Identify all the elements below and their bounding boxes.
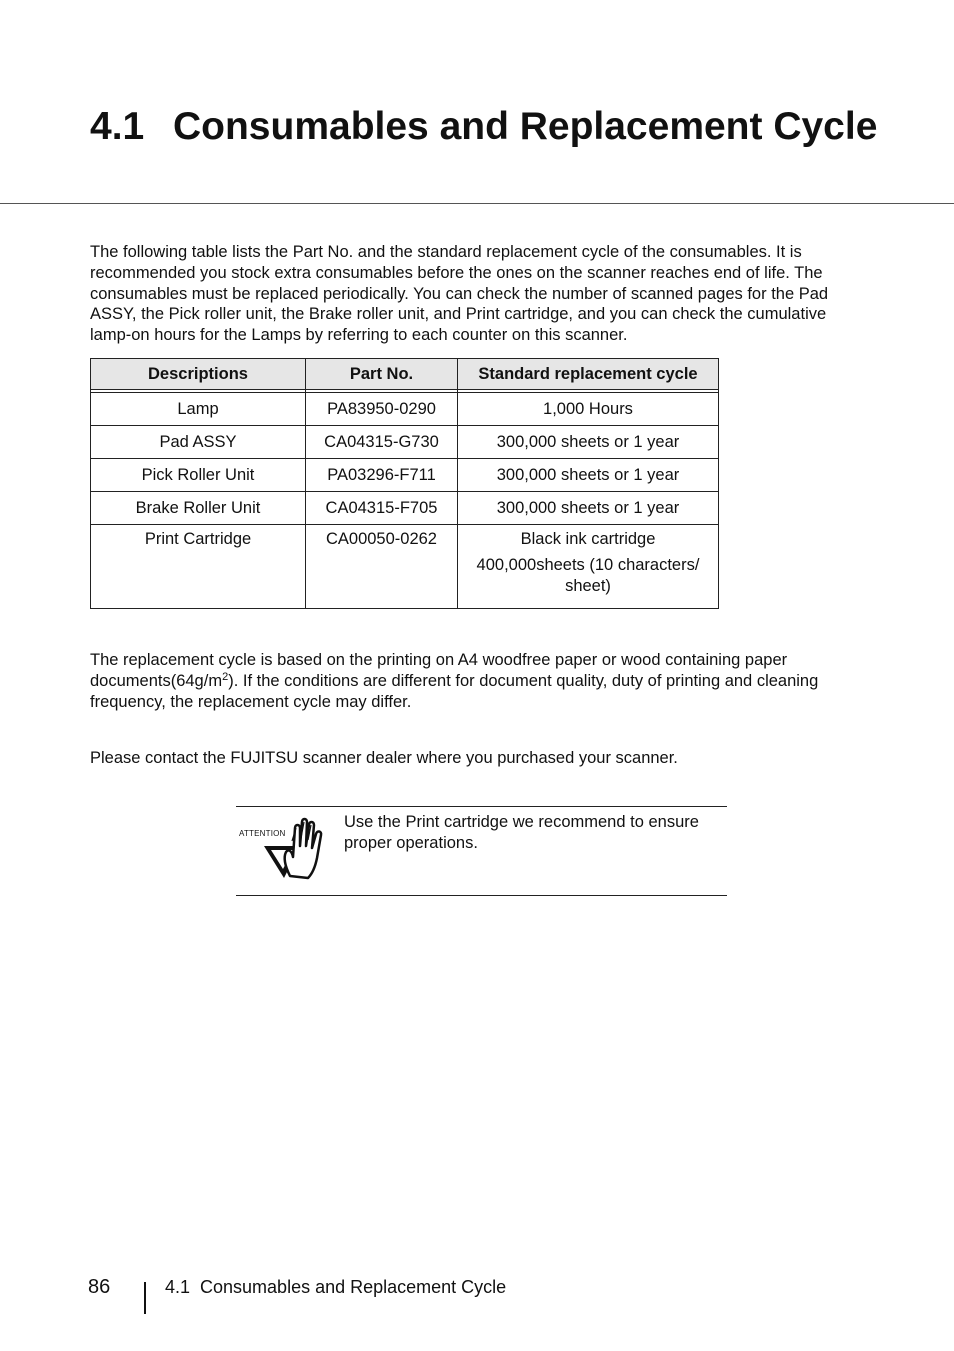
cell-description: Pad ASSY xyxy=(91,426,306,459)
header-cycle: Standard replacement cycle xyxy=(458,359,719,390)
note-text-1: The replacement cycle is based on the printing on A4 woodfree paper or wood containing paper documents(64g/m xyxy=(90,651,788,690)
cell-cycle: 300,000 sheets or 1 year xyxy=(458,426,719,459)
table-row xyxy=(91,459,719,492)
table-header-row xyxy=(91,359,719,390)
table-row xyxy=(91,525,719,609)
cell-description: Lamp xyxy=(91,393,306,426)
section-title: Consumables and Replacement Cycle xyxy=(173,105,878,148)
footer-section-title: 4.1 Consumables and Replacement Cycle xyxy=(165,1277,507,1297)
intro-paragraph: The following table lists the Part No. and the standard replacement cycle of the consumables. It is recommended you stock extra consumables before the ones on the scanner reaches end of life. The consumables must be replaced periodically. You can check the number of scanned pages for the Pad ASSY, the Pick roller unit, the Brake roller unit, and Print cartridge, and you can check the cumulative lamp-on hours for the Lamps by referring to each counter on this scanner. xyxy=(90,243,829,345)
cycle-line-1: Black ink cartridge xyxy=(520,530,656,548)
cell-part-no: PA83950-0290 xyxy=(306,393,458,426)
header-part-no: Part No. xyxy=(306,359,458,390)
cell-part-no: CA00050-0262 xyxy=(306,525,458,609)
note-text-2: ). If the conditions are different for document quality, duty of printing and cleaning frequency, the replacement cycle may differ. xyxy=(90,671,819,711)
attention-hand-icon xyxy=(238,816,334,882)
cell-cycle: 300,000 sheets or 1 year xyxy=(458,492,719,525)
table-row xyxy=(91,492,719,525)
section-number: 4.1 xyxy=(90,105,145,148)
cell-cycle: 300,000 sheets or 1 year xyxy=(458,459,719,492)
footer-divider xyxy=(144,1282,146,1314)
attention-bottom-rule xyxy=(236,895,727,896)
header-descriptions: Descriptions xyxy=(91,359,306,390)
page-number: 86 xyxy=(88,1276,111,1298)
attention-text: Use the Print cartridge we recommend to ensure proper operations. xyxy=(344,813,699,852)
note-superscript: 2 xyxy=(222,670,229,683)
attention-top-rule xyxy=(236,806,727,807)
attention-label: ATTENTION xyxy=(239,829,286,838)
cycle-line-2: 400,000sheets (10 characters/ sheet) xyxy=(476,556,700,595)
cell-cycle: 1,000 Hours xyxy=(458,393,719,426)
contact-paragraph: Please contact the FUJITSU scanner dealer where you purchased your scanner. xyxy=(90,749,678,767)
consumables-table xyxy=(90,358,719,609)
cell-cycle xyxy=(458,525,719,609)
cell-description: Pick Roller Unit xyxy=(91,459,306,492)
page-heading xyxy=(90,104,890,150)
cell-description: Brake Roller Unit xyxy=(91,492,306,525)
cell-part-no: CA04315-G730 xyxy=(306,426,458,459)
heading-rule xyxy=(0,203,954,204)
cell-description: Print Cartridge xyxy=(91,525,306,609)
table-row xyxy=(91,426,719,459)
table-row xyxy=(91,393,719,426)
note-paragraph xyxy=(90,650,850,712)
cell-part-no: PA03296-F711 xyxy=(306,459,458,492)
cell-part-no: CA04315-F705 xyxy=(306,492,458,525)
